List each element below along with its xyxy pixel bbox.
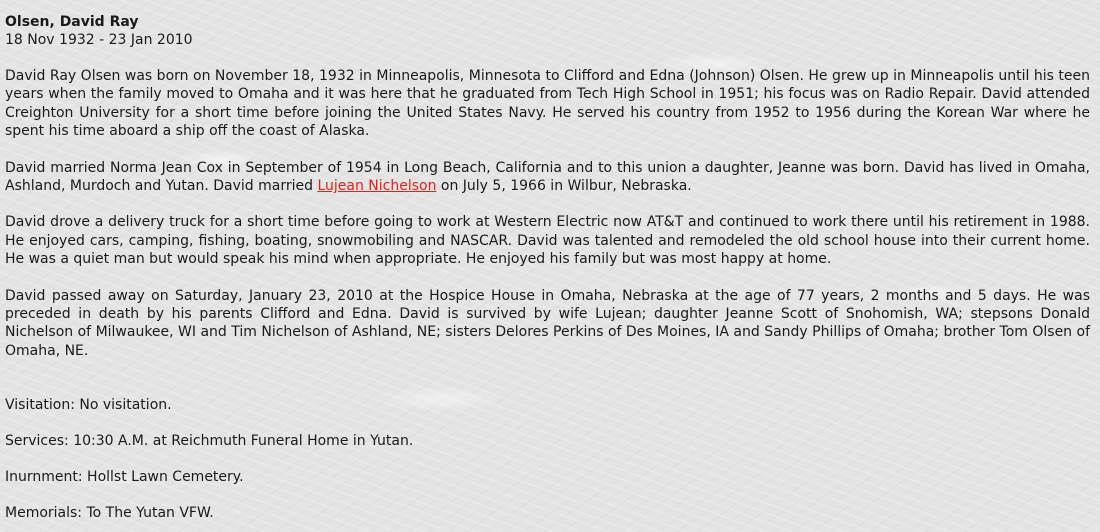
marriage-text-after: on July 5, 1966 in Wilbur, Nebraska. [436,178,692,195]
visitation-info: Visitation: No visitation. [5,397,172,414]
paragraph-early-life: David Ray Olsen was born on November 18, 1932 in Minneapolis, Minnesota to Clifford and Edna (Johnson) Olsen. He grew up in Minneapolis until his teen years when the family moved to Omaha and it was here that he graduated from Tech High School in 1951; his focus was on Radio Repair. David attended Creighton University for a short time before joining the United States Navy. He served his country from 1952 to 1956 during the Korean War where he spent his time aboard a ship off the coast of Alaska. [5,68,1090,140]
obituary-name: Olsen, David Ray [5,14,139,30]
paragraph-career: David drove a delivery truck for a short time before going to work at Western Electric now AT&T and continued to work there until his retirement in 1988. He enjoyed cars, camping, fishing, boating, snowmobiling and NASCAR. David was talented and remodeled the old school house into their current home. He was a quiet man but would speak his mind when appropriate. He enjoyed his family but was most happy at home. [5,214,1090,268]
paragraph-survivors: David passed away on Saturday, January 23, 2010 at the Hospice House in Omaha, Nebraska at the age of 77 years, 2 months and 5 days. He was preceded in death by his parents Clifford and Edna. David is survived by wife Lujean; daughter Jeanne Scott of Snohomish, WA; stepsons Donald Nichelson of Milwaukee, WI and Tim Nichelson of Ashland, NE; sisters Delores Perkins of Des Moines, IA and Sandy Phillips of Omaha; brother Tom Olsen of Omaha, NE. [5,287,1090,359]
inurnment-info: Inurnment: Hollst Lawn Cemetery. [5,469,244,486]
paragraph-marriage [5,159,1090,196]
memorials-info: Memorials: To The Yutan VFW. [5,505,214,522]
marriage-text-before: David married Norma Jean Cox in September of 1954 in Long Beach, California and to this union a daughter, Jeanne was born. David has lived in Omaha, Ashland, Murdoch and Yutan. David married [5,159,1090,195]
spacer [5,378,1090,396]
spouse-link[interactable]: Lujean Nichelson [317,178,437,195]
services-info: Services: 10:30 A.M. at Reichmuth Funeral Home in Yutan. [5,433,414,450]
obituary-dates: 18 Nov 1932 - 23 Jan 2010 [5,32,193,48]
